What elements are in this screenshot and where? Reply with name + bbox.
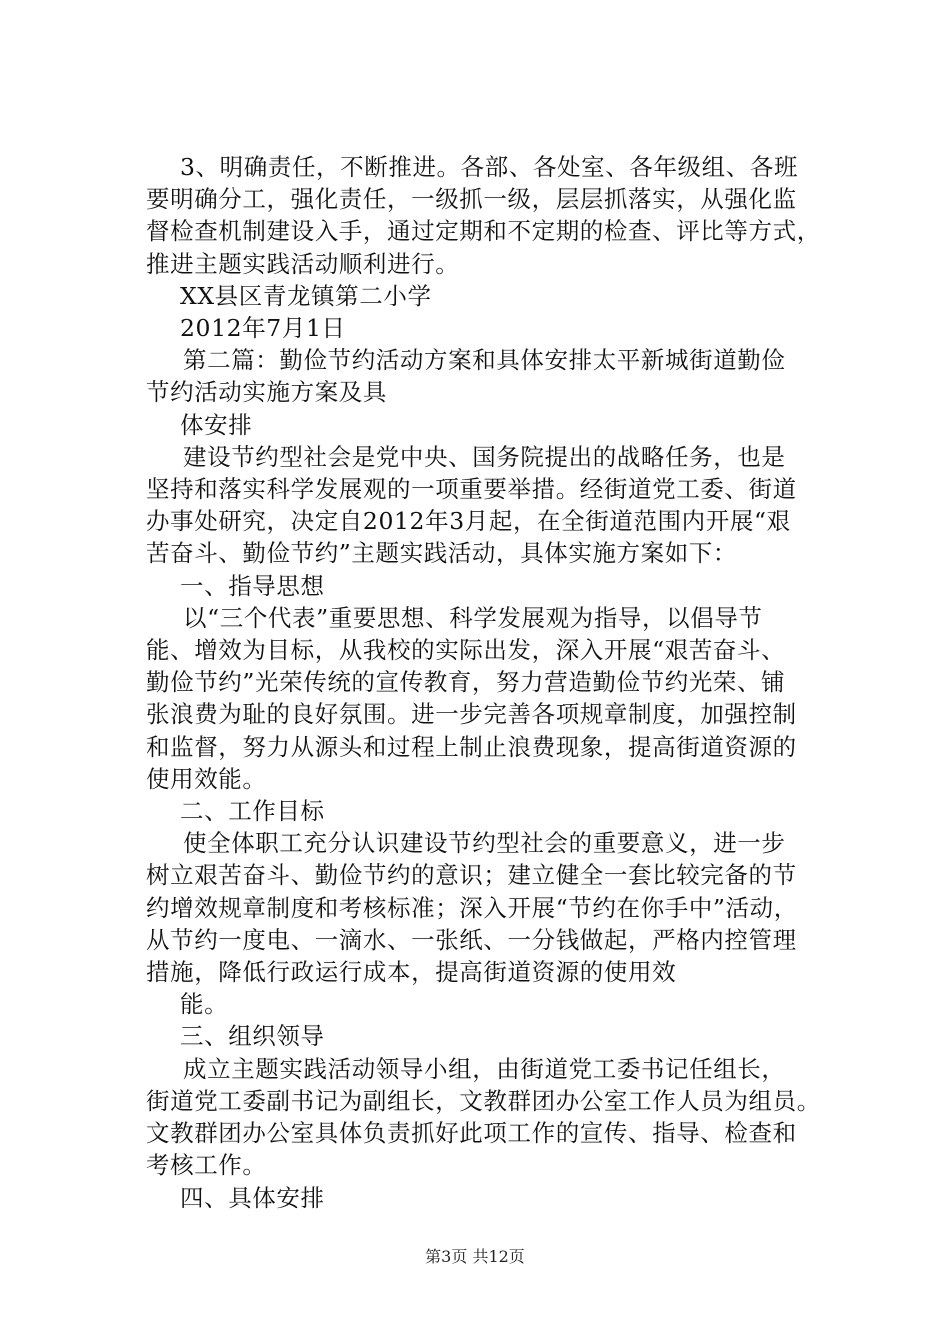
text-line: 四、具体安排 (180, 1183, 325, 1212)
text-line: 二、工作目标 (180, 797, 325, 826)
text-line: 使全体职工充分认识建设节约型社会的重要意义，进一步 (183, 829, 786, 858)
text-line: 树立艰苦奋斗、勤俭节约的意识；建立健全一套比较完备的节 (146, 861, 797, 890)
text-line: XX县区青龙镇第二小学 (180, 281, 432, 310)
text-line: 约增效规章制度和考核标准；深入开展“节约在你手中”活动， (146, 893, 798, 922)
text-line: 建设节约型社会是党中央、国务院提出的战略任务，也是 (183, 442, 786, 471)
text-line: 措施，降低行政运行成本，提高街道资源的使用效 (146, 958, 677, 987)
text-line: 坚持和落实科学发展观的一项重要举措。经街道党工委、街道 (146, 475, 797, 504)
text-line: 能、增效为目标，从我校的实际出发，深入开展“艰苦奋斗、 (146, 636, 786, 665)
text-line: 和监督，努力从源头和过程上制止浪费现象，提高街道资源的 (146, 732, 797, 761)
text-line: 一、指导思想 (180, 571, 325, 600)
document-body (146, 151, 836, 1214)
text-line: 3、明确责任，不断推进。各部、各处室、各年级组、各班 (180, 153, 799, 181)
text-line: 街道党工委副书记为副组长，文教群团办公室工作人员为组员。 (146, 1086, 821, 1115)
text-line: 从节约一度电、一滴水、一张纸、一分钱做起，严格内控管理 (146, 925, 797, 954)
text-line: 体安排 (180, 410, 253, 439)
text-line: 节约活动实施方案及具 (146, 378, 387, 407)
text-line: 考核工作。 (146, 1151, 267, 1180)
text-line: 办事处研究，决定自2012年3月起，在全街道范围内开展“艰 (146, 507, 791, 536)
text-line: 勤俭节约”光荣传统的宣传教育，努力营造勤俭节约光荣、铺 (146, 668, 786, 697)
text-line: 以“三个代表”重要思想、科学发展观为指导，以倡导节 (183, 603, 763, 632)
text-line: 2012年7月1日 (180, 314, 346, 343)
text-line: 推进主题实践活动顺利进行。 (146, 249, 460, 278)
text-line: 第二篇：勤俭节约活动方案和具体安排太平新城街道勤俭 (183, 346, 786, 375)
text-line: 督检查机制建设入手，通过定期和不定期的检查、评比等方式， (146, 217, 821, 246)
text-line: 要明确分工，强化责任，一级抓一级，层层抓落实，从强化监 (146, 185, 797, 214)
text-line: 文教群团办公室具体负责抓好此项工作的宣传、指导、检查和 (146, 1119, 797, 1148)
text-line: 苦奋斗、勤俭节约”主题实践活动，具体实施方案如下： (146, 539, 738, 568)
text-line: 张浪费为耻的良好氛围。进一步完善各项规章制度，加强控制 (146, 700, 797, 729)
document-text (146, 151, 836, 1214)
text-line: 三、组织领导 (180, 1022, 325, 1051)
text-line: 成立主题实践活动领导小组，由街道党工委书记任组长， (183, 1054, 786, 1083)
text-line: 能。 (180, 990, 229, 1019)
page-footer: 第3页 共12页 (425, 1247, 525, 1266)
text-line: 使用效能。 (146, 764, 267, 793)
